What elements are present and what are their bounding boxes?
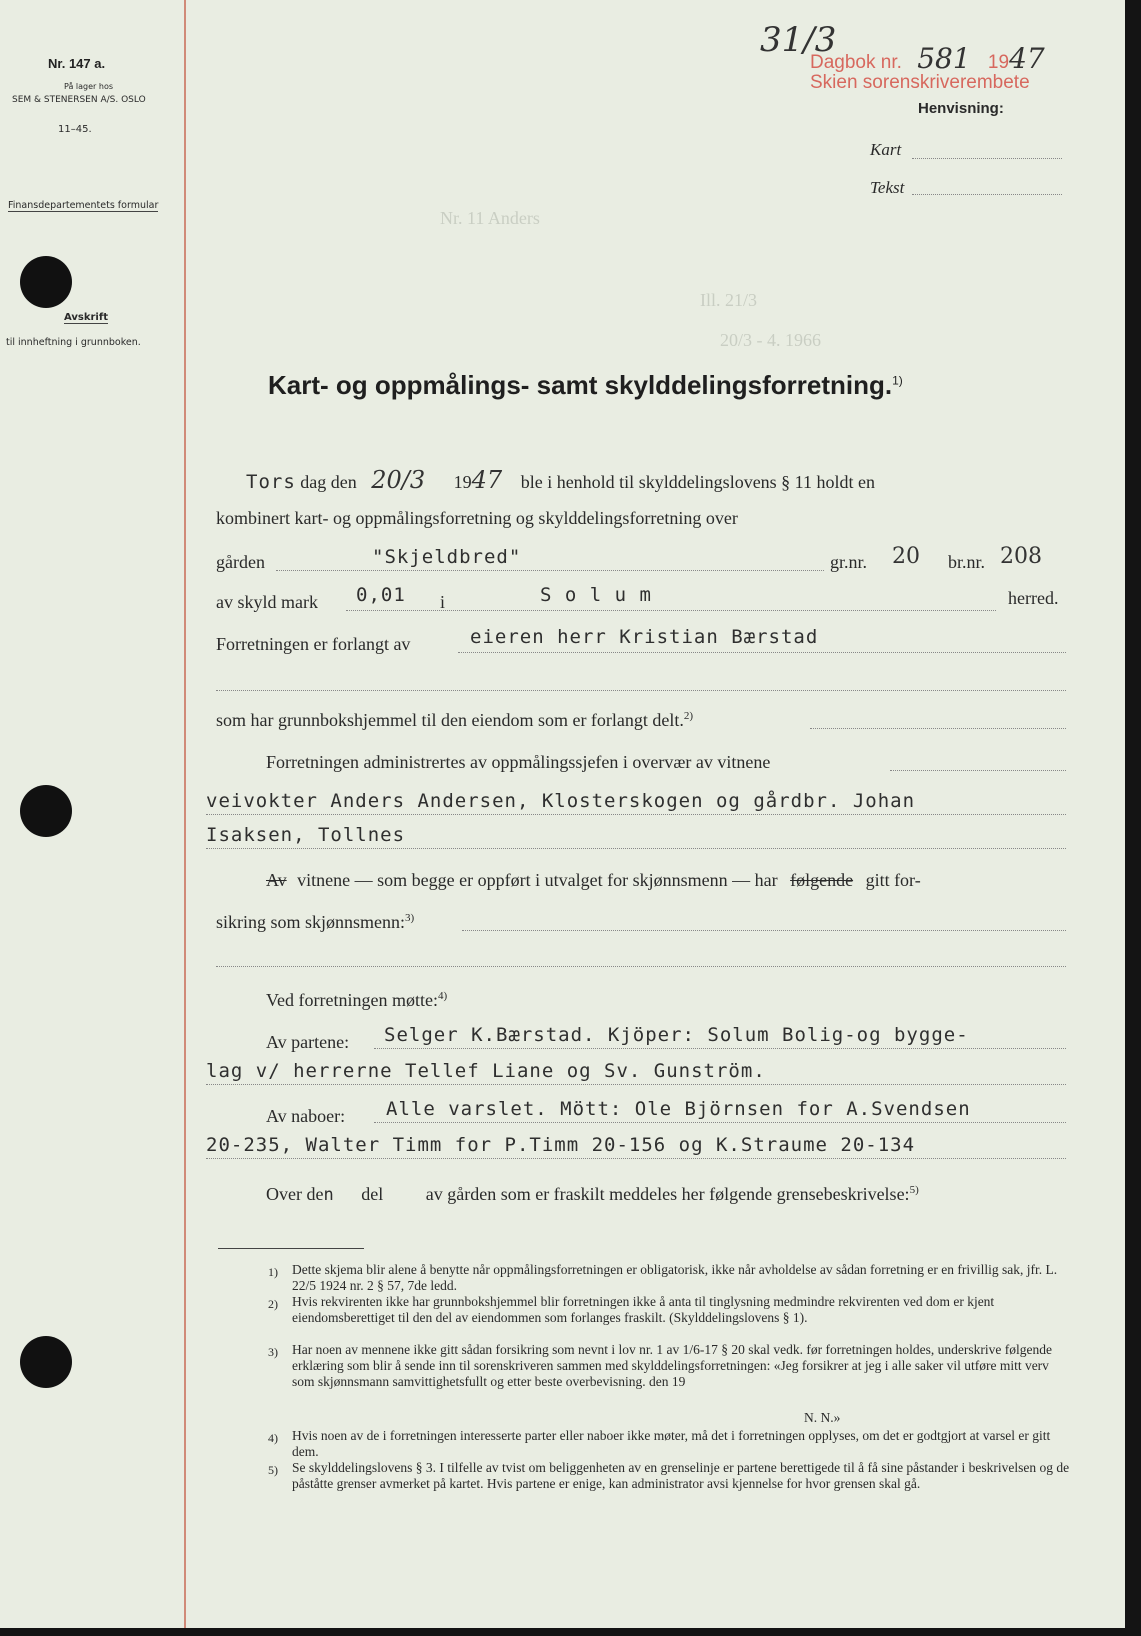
- scan-edge-right: [1125, 0, 1141, 1636]
- title-footnote-ref: 1): [892, 373, 903, 388]
- footnote-4-text: Hvis noen av de i forretningen interesserte parter eller naboer ikke møter, må det i forretningen opplyses, om det er godtgjort at varsel er gitt dem.: [292, 1428, 1051, 1459]
- requested-by-value: eieren herr Kristian Bærstad: [470, 626, 819, 648]
- document-title: [268, 370, 903, 401]
- footnote-3-signature: N. N.»: [804, 1410, 841, 1425]
- attendance-line: [266, 990, 447, 1011]
- boundary-over: Over de: [266, 1184, 324, 1204]
- punch-hole-middle: [20, 785, 72, 837]
- footnote-2-text: Hvis rekvirenten ikke har grunnbokshjemmel blir forretningen ikke å anta til tinglysning medmindre rekvirenten ved dom er kjent eiendomsberettiget til den del av eiendommen som forlanges fraskilt. (Skylddelingslovens § 1).: [292, 1294, 995, 1325]
- neighbours-rule-1: [374, 1122, 1066, 1123]
- form-date-code: 11–45.: [58, 124, 92, 135]
- diary-stamp-line-1: [810, 42, 1045, 75]
- diary-stamp-line-2: Skien sorenskriverembete: [810, 72, 1030, 93]
- district-label: herred.: [1008, 588, 1059, 608]
- requested-by-line: [458, 652, 1066, 653]
- assurance-fill-line: [462, 930, 1066, 931]
- boundary-del: del: [361, 1184, 384, 1204]
- reference-heading: Henvisning:: [918, 100, 1004, 117]
- copy-subtitle: til innheftning i grunnboken.: [6, 337, 141, 348]
- footnote-1-text: Dette skjema blir alene å benytte når oppmålingsforretningen er obligatorisk, ikke når avholdelse av sådan forretning er en frivillig sak, jfr. L. 22/5 1924 nr. 2 § 57, 7de ledd.: [292, 1262, 1058, 1293]
- administration-line: Forretningen administrertes av oppmålingssjefen i overvær av vitnene: [266, 752, 771, 772]
- parties-value-1: Selger K.Bærstad. Kjöper: Solum Bolig-og bygge-: [384, 1024, 969, 1046]
- title-number-label: br.nr.: [948, 552, 986, 572]
- stamp-label: Dagbok nr.: [810, 52, 902, 73]
- farm-number-label: gr.nr.: [830, 552, 868, 572]
- neighbours-value-2: 20-235, Walter Timm for P.Timm 20-156 og K.Straume 20-134: [206, 1134, 916, 1156]
- neighbours-rule-2: [206, 1158, 1066, 1159]
- footnote-3-number: 3): [268, 1345, 278, 1359]
- publisher-line-2: SEM & STENERSEN A/S. OSLO: [12, 95, 146, 105]
- year-printed: 19: [453, 472, 472, 492]
- stamp-year-hand: 47: [1009, 42, 1045, 75]
- attendance-text: Ved forretningen møtte:: [266, 990, 438, 1010]
- bleed-text-2: Ill. 21/3: [700, 290, 757, 310]
- bleed-text-3: 20/3 - 4. 1966: [720, 330, 821, 350]
- combined-business-line: kombinert kart- og oppmålingsforretning og skylddelingsforretning over: [216, 508, 738, 528]
- parties-rule-1: [374, 1048, 1066, 1049]
- title-holder-text: som har grunnbokshjemmel til den eiendom som er forlangt delt.: [216, 710, 684, 730]
- neighbours-value-1: Alle varslet. Mött: Ole Björnsen for A.Svendsen: [386, 1098, 971, 1120]
- copy-title: Avskrift: [64, 312, 108, 323]
- stamp-year-printed: 19: [987, 52, 1010, 73]
- weekday-value: Tors: [246, 471, 296, 493]
- requested-by-label: Forretningen er forlangt av: [216, 634, 411, 654]
- margin-rule: [184, 0, 186, 1628]
- struck-av: Av: [266, 870, 287, 890]
- witnesses-rule-2: [206, 848, 1066, 849]
- title-holder-line: [216, 710, 693, 731]
- witness-assurance-text: vitnene — som begge er oppført i utvalget for skjønnsmenn — har: [297, 870, 778, 890]
- assurance-text: sikring som skjønnsmenn:: [216, 912, 406, 932]
- farm-label: gården: [216, 552, 265, 572]
- farm-name: "Skjeldbred": [372, 546, 522, 568]
- punch-hole-top: [20, 256, 72, 308]
- struck-folgende: følgende: [790, 870, 854, 890]
- map-reference-label: Kart: [870, 140, 902, 159]
- department-form-label: Finansdepartementets formular: [8, 200, 159, 211]
- text-reference-line: [912, 194, 1062, 195]
- punch-hole-bottom: [20, 1336, 72, 1388]
- parties-rule-2: [206, 1084, 1066, 1085]
- boundary-n: n: [323, 1185, 335, 1205]
- blank-line-2: [216, 966, 1066, 967]
- document-title-text: Kart- og oppmålings- samt skylddelingsforretning.: [268, 370, 893, 400]
- boundary-footnote-ref: 5): [909, 1184, 919, 1196]
- map-reference-line: [912, 158, 1062, 159]
- date-value: 20/3: [371, 466, 426, 494]
- witnesses-line-2: Isaksen, Tollnes: [206, 824, 406, 846]
- in-label: i: [440, 592, 446, 612]
- date-label: dag den: [300, 472, 357, 492]
- boundary-rest: av gården som er fraskilt meddeles her følgende grensebeskrivelse:: [425, 1184, 910, 1204]
- title-holder-footnote-ref: 2): [683, 710, 694, 722]
- form-number: Nr. 147 a.: [48, 56, 106, 71]
- tax-value-label: av skyld mark: [216, 592, 318, 612]
- footnote-4-number: 4): [268, 1431, 278, 1445]
- administration-fill-line: [890, 770, 1066, 771]
- publisher-line-1: På lager hos: [64, 82, 113, 91]
- date-line-rest: ble i henhold til skylddelingslovens § 11 holdt en: [520, 472, 876, 492]
- date-line: [246, 466, 875, 494]
- footnote-5-number: 5): [268, 1463, 278, 1477]
- parties-value-2: lag v/ herrerne Tellef Liane og Sv. Gunström.: [206, 1060, 766, 1082]
- year-value: 47: [471, 466, 503, 494]
- footnote-5-text: Se skylddelingslovens § 3. I tilfelle av tvist om beliggenheten av en grenselinje er partene berettigede til å få sine påstander i beskrivelsen og de påståtte grenser avmerket på kartet. Hvis partene er enige, kan administrator avsi kjennelse for hvor grensen skal gå.: [292, 1460, 1070, 1491]
- bleed-text-1: Nr. 11 Anders: [440, 208, 540, 228]
- neighbours-label: Av naboer:: [266, 1106, 346, 1126]
- witnesses-rule-1: [206, 814, 1066, 815]
- witness-assurance-end: gitt for-: [865, 870, 921, 890]
- footnote-3-text: Har noen av mennene ikke gitt sådan forsikring som nevnt i lov nr. 1 av 1/6-17 § 20 skal vedk. før forretningen holdes, underskrive følgende erklæring som blir å sende inn til sorenskriveren sammen med skylddelingsforretningen: «Jeg forsikrer at jeg i alle saker vil utføre mitt verv som skjønnsmann samvittighetsfullt og etter beste overbevisning. den 19: [292, 1342, 1052, 1389]
- footnote-1-number: 1): [268, 1265, 278, 1279]
- witness-assurance-line: [266, 870, 921, 891]
- municipality-name: S o l u m: [540, 584, 652, 606]
- footnote-separator: [218, 1248, 364, 1249]
- footnote-2-number: 2): [268, 1297, 278, 1311]
- farm-number: 20: [892, 544, 920, 569]
- stamp-number: 581: [917, 42, 971, 75]
- title-number: 208: [1000, 544, 1042, 569]
- tax-value: 0,01: [356, 584, 406, 606]
- text-reference-label: Tekst: [870, 178, 905, 197]
- scan-edge-bottom: [0, 1628, 1141, 1636]
- assurance-line: [216, 912, 414, 933]
- boundary-line: [266, 1184, 919, 1205]
- assurance-footnote-ref: 3): [405, 912, 415, 924]
- title-holder-fill-line: [810, 728, 1066, 729]
- attendance-footnote-ref: 4): [437, 990, 448, 1002]
- blank-line-1: [216, 690, 1066, 691]
- parties-label: Av partene:: [266, 1032, 350, 1052]
- handwritten-date: 31/3: [760, 20, 837, 60]
- farm-line: [276, 570, 824, 571]
- witnesses-line-1: veivokter Anders Andersen, Klosterskogen og gårdbr. Johan: [206, 790, 916, 812]
